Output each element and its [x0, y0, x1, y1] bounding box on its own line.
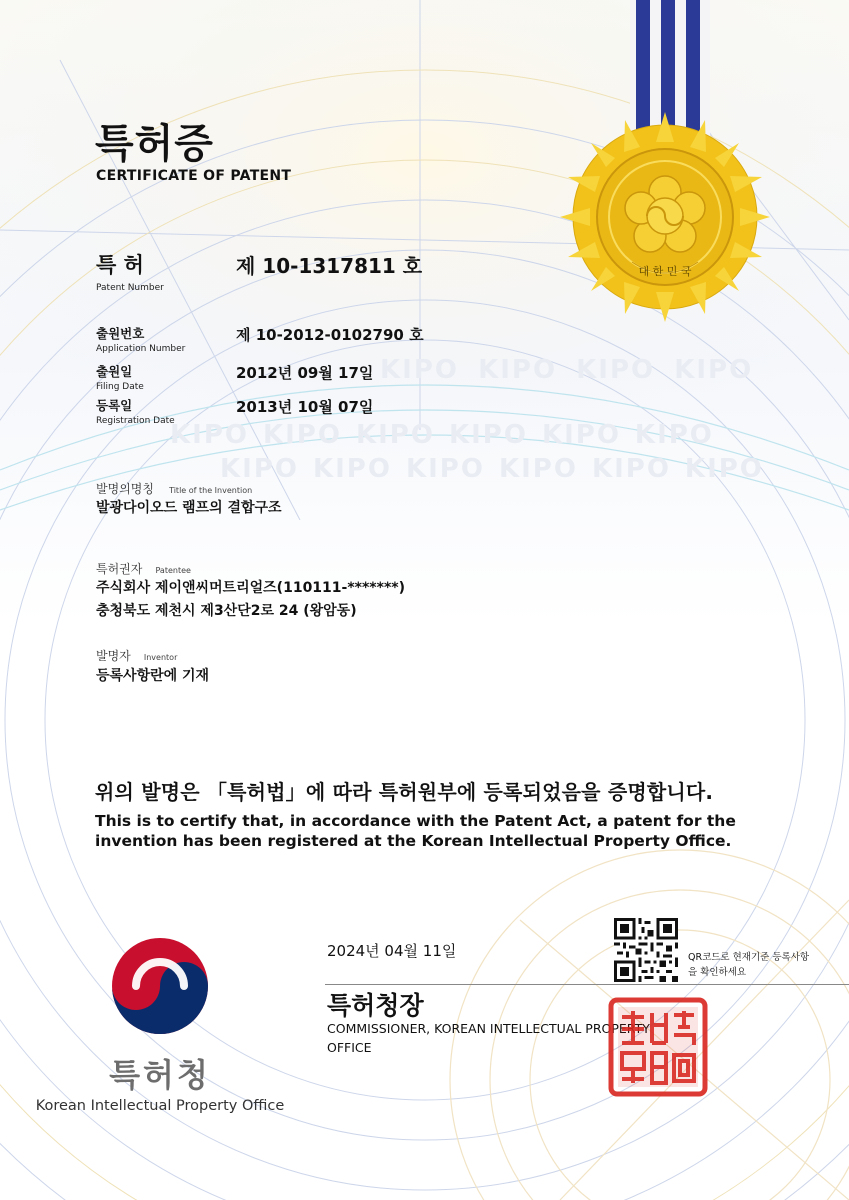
invention-label: 발명의명칭 — [96, 482, 154, 496]
stamp-text: 특허청장의인 — [655, 1095, 661, 1096]
kipo-taegeuk-logo — [110, 936, 210, 1036]
patentee-name: 주식회사 제이앤씨머트리얼즈(110111-*******) — [96, 580, 405, 596]
patent-number-value: 제 10-1317811 호 — [236, 254, 423, 278]
patentee-label-row — [96, 558, 191, 577]
signature-divider — [325, 984, 849, 985]
filing-date-value: 2012년 09월 17일 — [236, 364, 374, 382]
patentee-label: 특허권자 — [96, 562, 143, 576]
qr-code[interactable] — [614, 918, 678, 982]
qr-note: QR코드로 현재기준 등록사항을 확인하세요 — [688, 952, 810, 978]
registration-date-label: 등록일 — [96, 398, 133, 413]
invention-label-row — [96, 478, 252, 497]
watermark-text: KIPO — [380, 355, 459, 385]
certificate-title: 특허증 — [95, 121, 214, 167]
kipo-watermark: KIPO KIPO KIPO KIPO KIPO KIPO — [220, 454, 764, 484]
patent-number-label-en: Patent Number — [96, 283, 164, 293]
commissioner-title-ko: 특허청장 — [327, 991, 424, 1020]
certificate-title-en: CERTIFICATE OF PATENT — [96, 168, 292, 184]
kipo-watermark: KIPO KIPO KIPO KIPO KIPO KIPO — [170, 420, 714, 450]
inventor-label-row — [96, 645, 177, 664]
inventor-label-en: Inventor — [143, 653, 178, 662]
application-number-label: 출원번호 — [96, 326, 145, 341]
application-number-value: 제 10-2012-0102790 호 — [236, 326, 424, 344]
issue-date: 2024년 04월 11일 — [327, 942, 457, 960]
invention-label-en: Title of the Invention — [169, 486, 253, 495]
application-number-label-en: Application Number — [96, 344, 186, 354]
kipo-name-en: Korean Intellectual Property Office — [35, 1098, 285, 1114]
patentee-label-en: Patentee — [155, 566, 191, 575]
registration-date-value: 2013년 10월 07일 — [236, 398, 374, 416]
national-emblem-medal — [560, 112, 770, 322]
inventor-label: 발명자 — [96, 649, 131, 663]
declaration-en: This is to certify that, in accordance with the Patent Act, a patent for the invention has been registered at the Korean Intellectual Property Office. — [95, 812, 736, 850]
invention-title: 발광다이오드 램프의 결합구조 — [96, 500, 282, 516]
filing-date-label: 출원일 — [96, 364, 133, 379]
registration-date-label-en: Registration Date — [96, 416, 175, 426]
filing-date-label-en: Filing Date — [96, 382, 144, 392]
medal-text: 대 한 민 국 — [638, 265, 692, 278]
inventor-value: 등록사항란에 기재 — [96, 668, 210, 684]
kipo-name-ko: 특허청 — [109, 1056, 211, 1094]
declaration-ko: 위의 발명은 「특허법」에 따라 특허원부에 등록되었음을 증명합니다. — [95, 780, 714, 804]
patentee-address: 충청북도 제천시 제3산단2로 24 (왕암동) — [96, 603, 357, 619]
patent-number-label: 특 허 — [96, 253, 144, 277]
official-seal-stamp — [608, 997, 708, 1097]
kipo-watermark: KIPO KIPO KIPO KIPO — [380, 355, 754, 385]
commissioner-title-en: COMMISSIONER, KOREAN INTELLECTUAL PROPERTY OFFICE — [327, 1021, 650, 1055]
